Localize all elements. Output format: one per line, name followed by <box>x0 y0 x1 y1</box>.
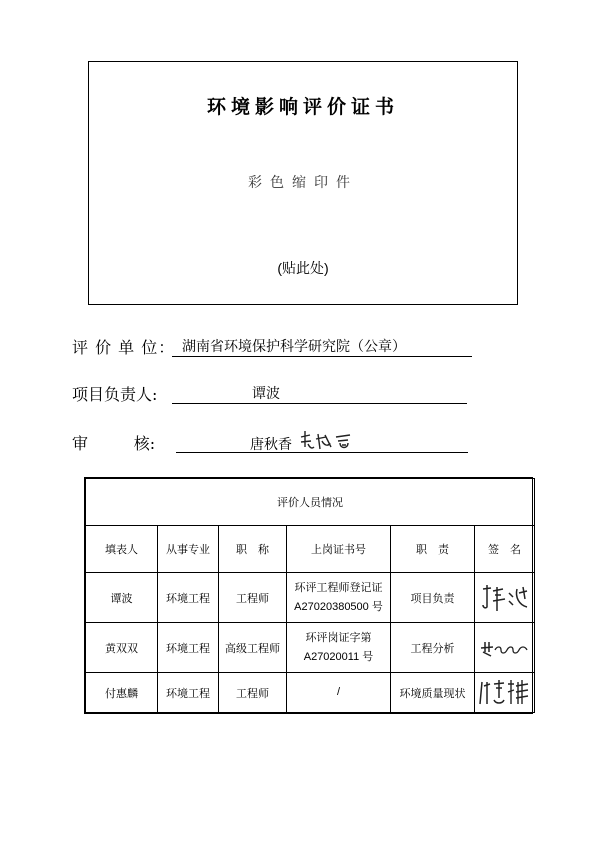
staff-name: 黄双双 <box>86 623 158 673</box>
staff-table <box>84 477 533 714</box>
staff-certificate-line1: / <box>336 686 341 699</box>
certificate-subtitle: 彩色缩印件 <box>248 175 358 191</box>
staff-title: 高级工程师 <box>219 623 287 673</box>
evaluation-unit-label: 评 价 单 位： <box>72 338 176 357</box>
staff-duty: 环境质量现状 <box>391 673 475 713</box>
reviewer-field <box>72 431 472 457</box>
staff-major: 环境工程 <box>158 623 219 673</box>
staff-title: 工程师 <box>219 673 287 713</box>
column-header: 签 名 <box>475 526 535 573</box>
evaluation-unit-underline <box>172 356 472 357</box>
staff-table-caption: 评价人员情况 <box>86 479 535 526</box>
certificate-title: 环境影响评价证书 <box>206 96 399 118</box>
staff-signature <box>479 636 531 660</box>
column-header: 职 责 <box>391 526 475 573</box>
staff-table-header-row <box>86 526 535 573</box>
staff-major: 环境工程 <box>158 673 219 713</box>
staff-duty: 项目负责 <box>391 573 475 623</box>
certificate-box <box>88 61 518 305</box>
paste-here-label: (贴此处) <box>277 260 329 276</box>
staff-name: 谭波 <box>86 573 158 623</box>
reviewer-value: 唐秋香 <box>250 437 292 453</box>
staff-certificate-line2: A27020011 号 <box>303 650 374 663</box>
staff-certificate <box>287 673 391 713</box>
staff-title: 工程师 <box>219 573 287 623</box>
reviewer-signature <box>298 429 362 453</box>
project-leader-value: 谭波 <box>252 386 280 402</box>
staff-signature <box>479 583 531 613</box>
staff-signature <box>478 678 532 708</box>
table-row <box>86 623 535 673</box>
staff-signature-cell <box>475 573 535 623</box>
project-leader-label: 项目负责人: <box>72 385 158 404</box>
project-leader-underline <box>172 403 467 404</box>
column-header: 从事专业 <box>158 526 219 573</box>
reviewer-label: 审 核: <box>72 434 156 453</box>
table-row <box>86 673 535 713</box>
staff-signature-cell <box>475 623 535 673</box>
staff-certificate <box>287 623 391 673</box>
staff-major: 环境工程 <box>158 573 219 623</box>
column-header: 职 称 <box>219 526 287 573</box>
staff-certificate-line2: A27020380500 号 <box>294 600 383 613</box>
evaluation-unit-field <box>72 335 482 359</box>
column-header: 填表人 <box>86 526 158 573</box>
staff-signature-cell <box>475 673 535 713</box>
table-row <box>86 573 535 623</box>
staff-duty: 工程分析 <box>391 623 475 673</box>
staff-certificate <box>287 573 391 623</box>
staff-certificate-line1: 环评岗证字第 <box>305 631 372 644</box>
column-header: 上岗证书号 <box>287 526 391 573</box>
staff-name: 付惠麟 <box>86 673 158 713</box>
staff-certificate-line1: 环评工程师登记证 <box>294 581 383 594</box>
evaluation-unit-value: 湖南省环境保护科学研究院（公章） <box>182 339 406 355</box>
project-leader-field <box>72 382 472 406</box>
